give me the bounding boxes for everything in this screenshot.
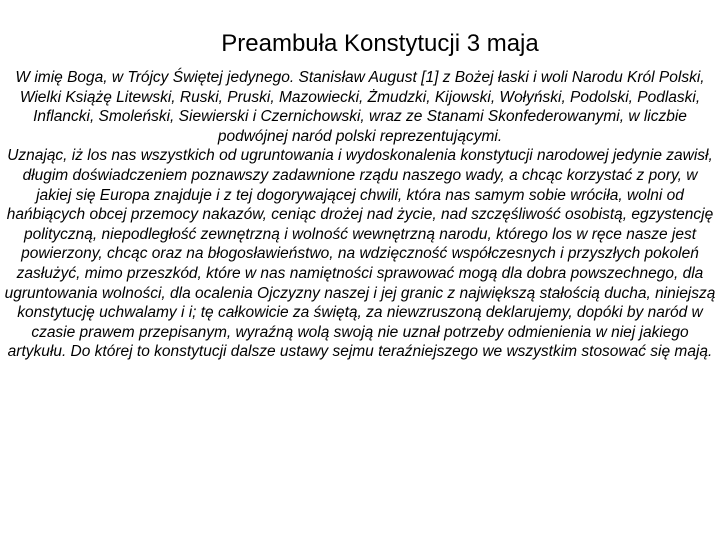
preamble-paragraph-2: Uznając, iż los nas wszystkich od ugruntowania i wydoskonalenia konstytucji narodowej jedynie zawisł, długim doświadczeniem poznawszy zadawnione rządu naszego wady, a chcąc korzystać z pory, w jakiej się Europa znajduje i z tej dogorywającej chwili, która nas samym sobie wróciła, wolni od hańbiących obcej przemocy nakazów, ceniąc drożej nad życie, nad szczęśliwość osobistą, egzystencję polityczną, niepodległość zewnętrzną i wolność wewnętrzną narodu, którego los w ręce nasze jest powierzony, chcąc oraz na błogosławieństwo, na wdzięczność współczesnych i przyszłych pokoleń zasłużyć, mimo przeszkód, które w nas namiętności sprawować mogą dla dobra powszechnego, dla ugruntowania wolności, dla ocalenia Ojczyzny naszej i jej granic z największą stałością ducha, niniejszą konstytucję uchwalamy i i; tę całkowicie za świętą, za niewzruszoną deklarujemy, dopóki by naród w czasie prawem przepisanym, wyraźną wolą swoją nie uznał potrzeby odmienienia w niej jakiego artykułu. Do której to konstytucji dalsze ustawy sejmu teraźniejszego we wszystkim stosować się mają.: [4, 147, 716, 361]
preamble-text: [4, 68, 716, 362]
preamble-paragraph-1: W imię Boga, w Trójcy Świętej jedynego. Stanisław August [1] z Bożej łaski i woli Narodu Król Polski, Wielki Książę Litewski, Ruski, Pruski, Mazowiecki, Żmudzki, Kijowski, Wołyński, Podolski, Podlaski, Inflancki, Smoleński, Siewierski i Czernichowski, wraz ze Stanami Skonfederowanymi, w liczbie podwójnej naród polski reprezentującymi.: [15, 69, 705, 145]
slide-title: Preambuła Konstytucji 3 maja: [221, 30, 539, 57]
